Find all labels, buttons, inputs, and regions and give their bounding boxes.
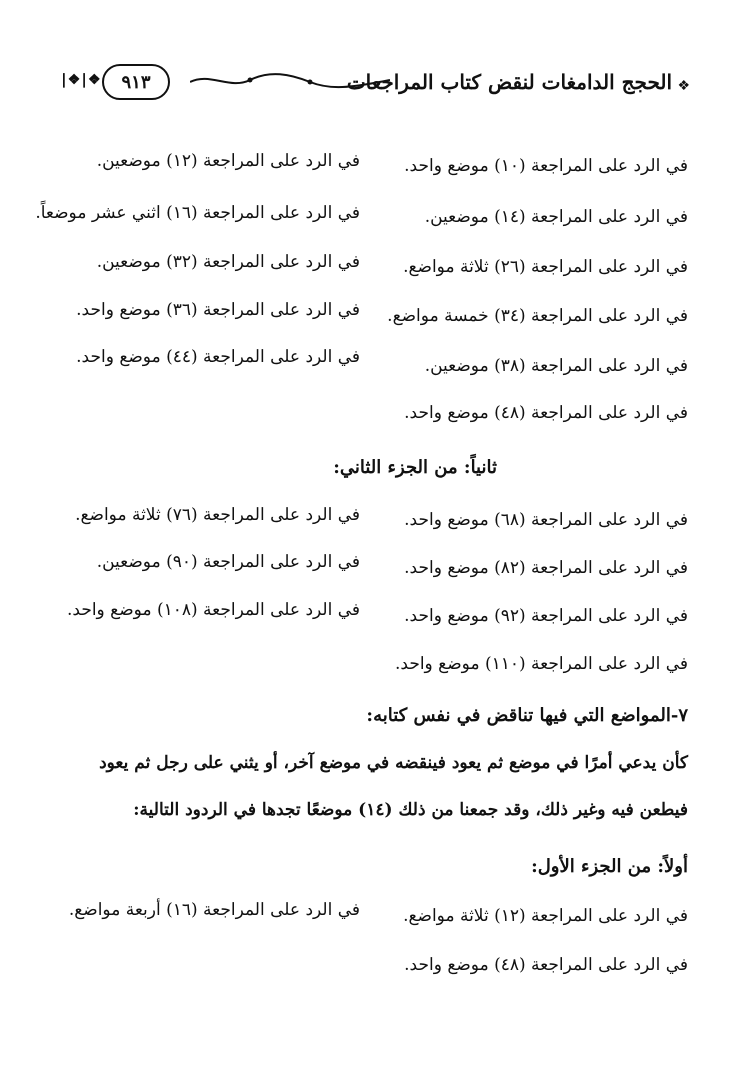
- section1-row-1-right: في الرد على المراجعة (١٠) موضع واحد.: [404, 156, 688, 176]
- section1-row-4-left: في الرد على المراجعة (٣٦) موضع واحد.: [76, 300, 360, 320]
- section1-row-3-left: في الرد على المراجعة (٣٢) موضعين.: [96, 252, 360, 272]
- section7-paragraph-line-2: فيطعن فيه وغير ذلك، وقد جمعنا من ذلك (١٤) موضعًا تجدها في الردود التالية:: [133, 800, 688, 820]
- section1-row-1-left: في الرد على المراجعة (١٢) موضعين.: [96, 151, 360, 171]
- section8-row-1-left: في الرد على المراجعة (١٦) أربعة مواضع.: [68, 900, 360, 920]
- section8-row-2-right: في الرد على المراجعة (٤٨) موضع واحد.: [404, 955, 688, 975]
- section2-row-3-right: في الرد على المراجعة (٩٢) موضع واحد.: [404, 606, 688, 626]
- section2-heading: ثانياً: من الجزء الثاني:: [333, 457, 497, 478]
- section1-row-4-right: في الرد على المراجعة (٣٤) خمسة مواضع.: [387, 306, 688, 326]
- section1-row-3-right: في الرد على المراجعة (٢٦) ثلاثة مواضع.: [403, 257, 688, 277]
- section2-row-1-right: في الرد على المراجعة (٦٨) موضع واحد.: [404, 510, 688, 530]
- section1-row-5-right: في الرد على المراجعة (٣٨) موضعين.: [424, 356, 688, 376]
- section2-row-2-left: في الرد على المراجعة (٩٠) موضعين.: [96, 552, 360, 572]
- header-ornament-right: ❖: [677, 78, 690, 94]
- section1-row-6-right: في الرد على المراجعة (٤٨) موضع واحد.: [404, 403, 688, 423]
- section2-row-1-left: في الرد على المراجعة (٧٦) ثلاثة مواضع.: [75, 505, 360, 525]
- section8-heading: أولاً: من الجزء الأول:: [531, 856, 688, 877]
- page-header: [40, 58, 690, 110]
- section8-row-1-right: في الرد على المراجعة (١٢) ثلاثة مواضع.: [403, 906, 688, 926]
- section7-heading: ٧-المواضع التي فيها تناقض في نفس كتابه:: [366, 705, 688, 726]
- page-number: ٩١٣: [121, 71, 151, 93]
- header-ornament-left: ❘❖❘❖: [58, 72, 99, 88]
- section2-row-2-right: في الرد على المراجعة (٨٢) موضع واحد.: [404, 558, 688, 578]
- header-title: الحجج الدامغات لنقض كتاب المراجعات: [346, 70, 672, 94]
- page-number-badge: [102, 64, 170, 100]
- section2-row-4-right: في الرد على المراجعة (١١٠) موضع واحد.: [395, 654, 688, 674]
- section7-paragraph-line-1: كأن يدعي أمرًا في موضع ثم يعود فينقضه في موضع آخر، أو يثني على رجل ثم يعود: [99, 753, 688, 773]
- section1-row-5-left: في الرد على المراجعة (٤٤) موضع واحد.: [76, 347, 360, 367]
- section2-row-3-left: في الرد على المراجعة (١٠٨) موضع واحد.: [67, 600, 360, 620]
- section1-row-2-left: في الرد على المراجعة (١٦) اثني عشر موضعاً.: [35, 203, 360, 223]
- section1-row-2-right: في الرد على المراجعة (١٤) موضعين.: [424, 207, 688, 227]
